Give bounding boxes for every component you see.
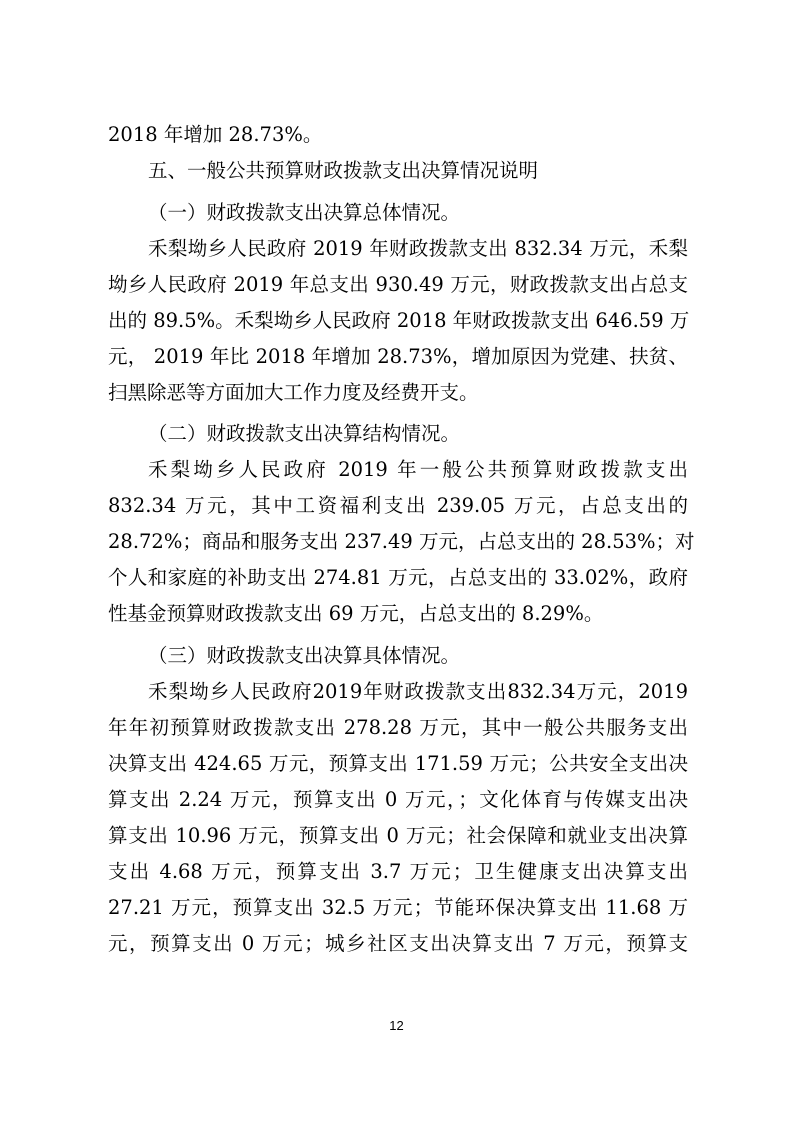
text-line: 28.72%；商品和服务支出 237.49 万元，占总支出的 28.53%；对 [108,530,695,553]
text-line: 坳乡人民政府 2019 年总支出 930.49 万元，财政拨款支出占总支 [108,273,688,296]
text-line: 决算支出 424.65 万元，预算支出 171.59 万元；公共安全支出决 [108,752,688,775]
text-line: 算支出 10.96 万元，预算支出 0 万元；社会保障和就业支出决算 [108,824,688,847]
text-line: 算支出 2.24 万元，预算支出 0 万元，；文化体育与传媒支出决 [108,788,688,811]
section-heading: 五、一般公共预算财政拨款支出决算情况说明 [148,159,539,182]
text-line: 元， 2019 年比 2018 年增加 28.73%，增加原因为党建、扶贫、 [108,345,688,368]
text-line: 年年初预算财政拨款支出 278.28 万元，其中一般公共服务支出 [108,716,688,739]
subsection-heading: （二）财政拨款支出决算结构情况。 [148,422,461,445]
text-line: 元，预算支出 0 万元；城乡社区支出决算支出 7 万元，预算支 [108,932,688,955]
text-line: 禾梨坳乡人民政府 2019 年一般公共预算财政拨款支出 [148,458,688,481]
text-line: 扫黑除恶等方面加大工作力度及经费开支。 [108,381,479,404]
text-line: 禾梨坳乡人民政府2019年财政拨款支出832.34万元，2019 [148,680,688,703]
text-line: 2018 年增加 28.73%。 [108,123,323,146]
text-line: 出的 89.5%。禾梨坳乡人民政府 2018 年财政拨款支出 646.59 万 [108,309,690,332]
text-line: 个人和家庭的补助支出 274.81 万元，占总支出的 33.02%，政府 [108,566,688,589]
page-number: 12 [389,1018,404,1033]
text-line: 27.21 万元，预算支出 32.5 万元；节能环保决算支出 11.68 万 [108,896,688,919]
subsection-heading: （三）财政拨款支出决算具体情况。 [148,644,461,667]
text-line: 性基金预算财政拨款支出 69 万元，占总支出的 8.29%。 [108,602,604,625]
subsection-heading: （一）财政拨款支出决算总体情况。 [148,201,461,224]
text-line: 832.34 万元，其中工资福利支出 239.05 万元，占总支出的 [108,494,688,517]
text-line: 支出 4.68 万元，预算支出 3.7 万元；卫生健康支出决算支出 [108,860,688,883]
text-line: 禾梨坳乡人民政府 2019 年财政拨款支出 832.34 万元，禾梨 [148,237,688,260]
